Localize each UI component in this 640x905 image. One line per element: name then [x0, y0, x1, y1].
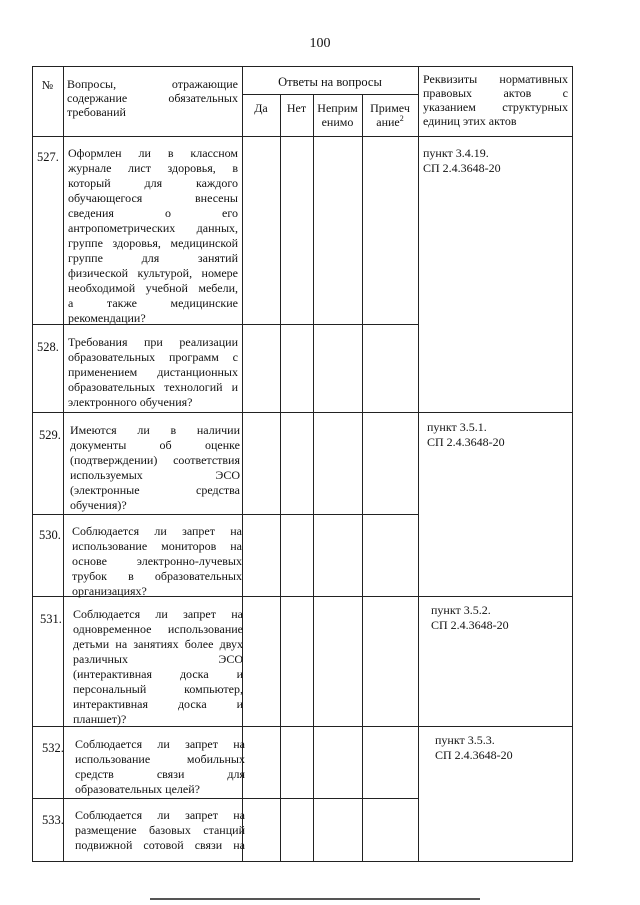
row-number: 529.: [39, 428, 61, 442]
row-line-528: [32, 412, 573, 413]
question-text: Соблюдается ли запрет на использование мобильных средств связи для образовательных целей?: [75, 737, 245, 796]
table-border-bottom: [32, 861, 573, 862]
header-bottom-line: [32, 136, 573, 137]
question-text: Имеются ли в наличии документы об оценке (подтверждении) соответствия используемых ЭСО (электронные средства обучения)?: [70, 423, 240, 512]
row-number: 528.: [37, 340, 59, 354]
col-divider-yes: [280, 94, 281, 862]
note-superscript: 2: [399, 114, 404, 123]
header-num: №: [41, 78, 54, 92]
row-number: 531.: [40, 612, 62, 626]
col-divider-note: [418, 66, 419, 862]
col-divider-na: [362, 94, 363, 862]
requisite-ref: пункт 3.5.1. СП 2.4.3648-20: [427, 420, 505, 449]
row-line-532: [32, 798, 418, 799]
requisite-ref: пункт 3.5.2. СП 2.4.3648-20: [431, 603, 509, 632]
col-divider-no: [313, 94, 314, 862]
header-requisites: Реквизиты нормативных правовых актов с указанием структурных единиц этих актов: [423, 72, 568, 128]
question-text: Соблюдается ли запрет на одновременное использование детьми на занятиях более двух различных ЭСО (интерактивная доска и персональный компьютер, интерактивная доска и планшет)?: [73, 607, 243, 726]
question-text: Соблюдается ли запрет на использование мониторов на основе электронно-лучевых трубок в образовательных организациях?: [72, 524, 242, 598]
row-number: 530.: [39, 528, 61, 542]
header-note: Примеч ание$^2$: [370, 101, 410, 129]
question-text: Оформлен ли в классном журнале лист здоровья, в который для каждого обучающегося внесены сведения о его антропометрических данных, группе здоровья, медицинской группе для занятий физической культурой, номере необходимой учебной мебели, а также медицинские рекомендации?: [68, 146, 238, 325]
table-border-right: [572, 66, 573, 862]
page-number: 100: [309, 36, 331, 51]
header-questions: Вопросы, отражающие содержание обязательных требований: [67, 77, 238, 119]
bottom-scan-edge: [150, 898, 480, 900]
answers-subheader-line: [242, 94, 418, 95]
requisite-ref: пункт 3.4.19. СП 2.4.3648-20: [423, 146, 501, 175]
header-no: Нет: [286, 101, 307, 115]
header-answers-group: Ответы на вопросы: [278, 75, 382, 89]
row-number: 527.: [37, 150, 59, 164]
question-text: Требования при реализации образовательных программ с применением дистанционных образовательных технологий и электронного обучения?: [68, 335, 238, 409]
row-number: 532.: [42, 741, 64, 755]
header-yes: Да: [254, 101, 268, 115]
row-line-529: [32, 514, 418, 515]
table-border-top: [32, 66, 573, 67]
table-border-left: [32, 66, 33, 862]
requisite-ref: пункт 3.5.3. СП 2.4.3648-20: [435, 733, 513, 762]
header-not-applicable: Неприм енимо: [317, 101, 358, 129]
question-text: Соблюдается ли запрет на размещение базовых станций подвижной сотовой связи на: [75, 808, 245, 852]
row-number: 533.: [42, 813, 64, 827]
